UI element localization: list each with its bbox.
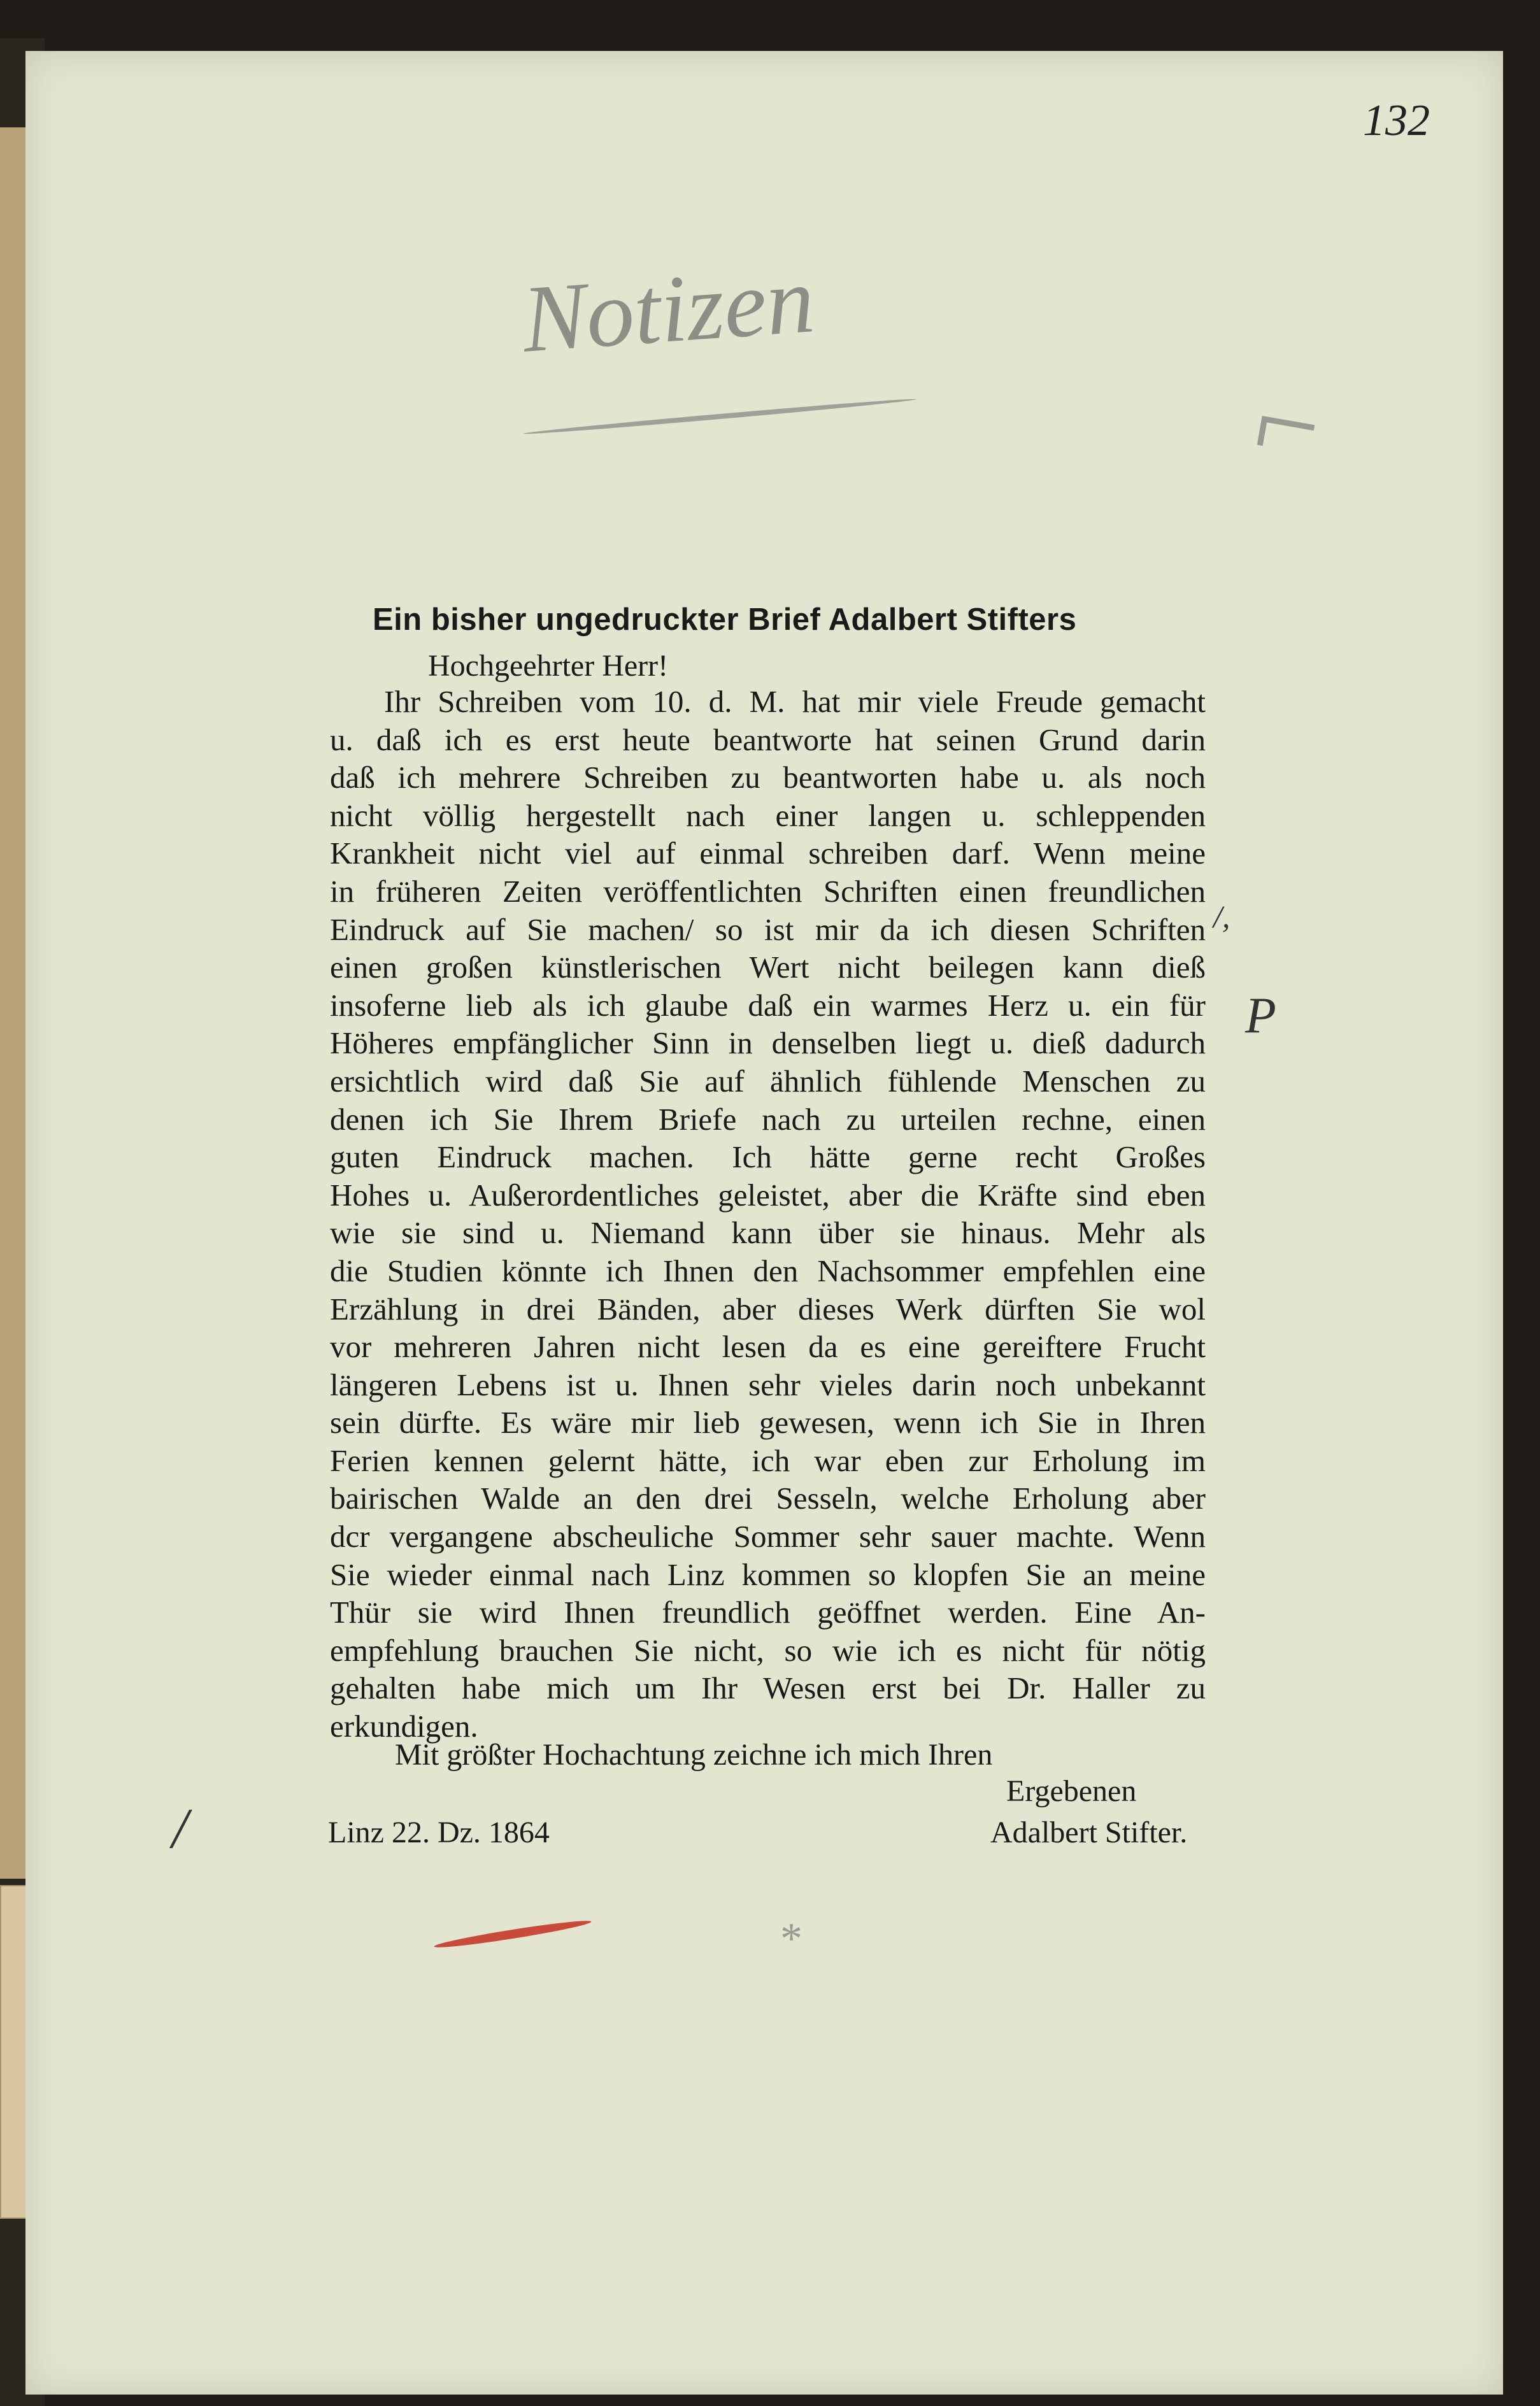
body-line: guten Eindruck machen. Ich hätte gerne recht Großes bbox=[330, 1139, 1206, 1175]
body-line: Krankheit nicht viel auf einmal schreiben darf. Wenn meine bbox=[330, 836, 1206, 871]
body-line: bairischen Walde an den drei Sesseln, welche Erholung aber bbox=[330, 1481, 1206, 1516]
body-line: die Studien könnte ich Ihnen den Nachsommer empfehlen eine bbox=[330, 1253, 1206, 1288]
body-line: empfehlung brauchen Sie nicht, so wie ich es nicht für nötig bbox=[330, 1632, 1206, 1668]
body-line: einen großen künstlerischen Wert nicht beilegen kann dieß bbox=[330, 950, 1206, 985]
body-line: Ferien kennen gelernt hätte, ich war eben zur Erholung im bbox=[330, 1442, 1206, 1478]
body-line: vor mehreren Jahren nicht lesen da es eine gereiftere Frucht bbox=[330, 1329, 1206, 1365]
body-line: daß ich mehrere Schreiben zu beantworten habe u. als noch bbox=[330, 760, 1206, 795]
body-line: Erzählung in drei Bänden, aber dieses Werk dürften Sie wol bbox=[330, 1291, 1206, 1327]
salutation: Hochgeehrter Herr! bbox=[428, 649, 669, 683]
body-line: ersichtlich wird daß Sie auf ähnlich fühlende Menschen zu bbox=[330, 1063, 1206, 1099]
body-line: insoferne lieb als ich glaube daß ein warmes Herz u. ein für bbox=[330, 987, 1206, 1023]
body-line: in früheren Zeiten veröffentlichten Schriften einen freundlichen bbox=[330, 873, 1206, 909]
body-line: gehalten habe mich um Ihr Wesen erst bei Dr. Haller zu bbox=[330, 1670, 1206, 1706]
closing-ergebenen: Ergebenen bbox=[1006, 1774, 1137, 1808]
body-line: dcr vergangene abscheuliche Sommer sehr sauer machte. Wenn bbox=[330, 1519, 1206, 1555]
body-line: u. daß ich es erst heute beantworte hat seinen Grund darin bbox=[330, 722, 1206, 757]
place-date: Linz 22. Dz. 1864 bbox=[328, 1816, 550, 1849]
body-line: sein dürfte. Es wäre mir lieb gewesen, wenn ich Sie in Ihren bbox=[330, 1405, 1206, 1441]
letter-title: Ein bisher ungedruckter Brief Adalbert Stifters bbox=[373, 602, 1077, 637]
pencil-annotation: Notizen bbox=[518, 246, 818, 373]
closing-line: Mit größter Hochachtung zeichne ich mich Ihren bbox=[395, 1738, 993, 1772]
body-line: Thür sie wird Ihnen freundlich geöffnet werden. Eine An- bbox=[330, 1595, 1206, 1630]
asterisk-mark: * bbox=[780, 1914, 802, 1963]
page-number: 132 bbox=[1363, 96, 1430, 145]
body-line: Hohes u. Außerordentliches geleistet, aber die Kräfte sind eben bbox=[330, 1177, 1206, 1213]
margin-mark-left: / bbox=[172, 1797, 189, 1860]
body-line: wie sie sind u. Niemand kann über sie hinaus. Mehr als bbox=[330, 1215, 1206, 1251]
body-line: erkundigen. bbox=[330, 1709, 478, 1744]
body-line: Sie wieder einmal nach Linz kommen so klopfen Sie an meine bbox=[330, 1556, 1206, 1592]
letter-body bbox=[330, 683, 1206, 1746]
body-line: denen ich Sie Ihrem Briefe nach zu urteilen rechne, einen bbox=[330, 1101, 1206, 1137]
body-line: Eindruck auf Sie machen/ so ist mir da ich diesen Schriften bbox=[330, 911, 1206, 947]
pencil-margin-mark: ⌐ bbox=[1237, 353, 1336, 492]
body-line: nicht völlig hergestellt nach einer langen u. schleppenden bbox=[330, 797, 1206, 833]
body-line: Höheres empfänglicher Sinn in denselben liegt u. dieß dadurch bbox=[330, 1025, 1206, 1061]
body-line: Ihr Schreiben vom 10. d. M. hat mir viele Freude gemacht bbox=[384, 684, 1206, 719]
body-line: längeren Lebens ist u. Ihnen sehr vieles darin noch unbekannt bbox=[330, 1367, 1206, 1402]
signature: Adalbert Stifter. bbox=[990, 1816, 1188, 1849]
margin-mark-p: P bbox=[1245, 988, 1276, 1044]
margin-mark-slash: /, bbox=[1213, 899, 1230, 934]
